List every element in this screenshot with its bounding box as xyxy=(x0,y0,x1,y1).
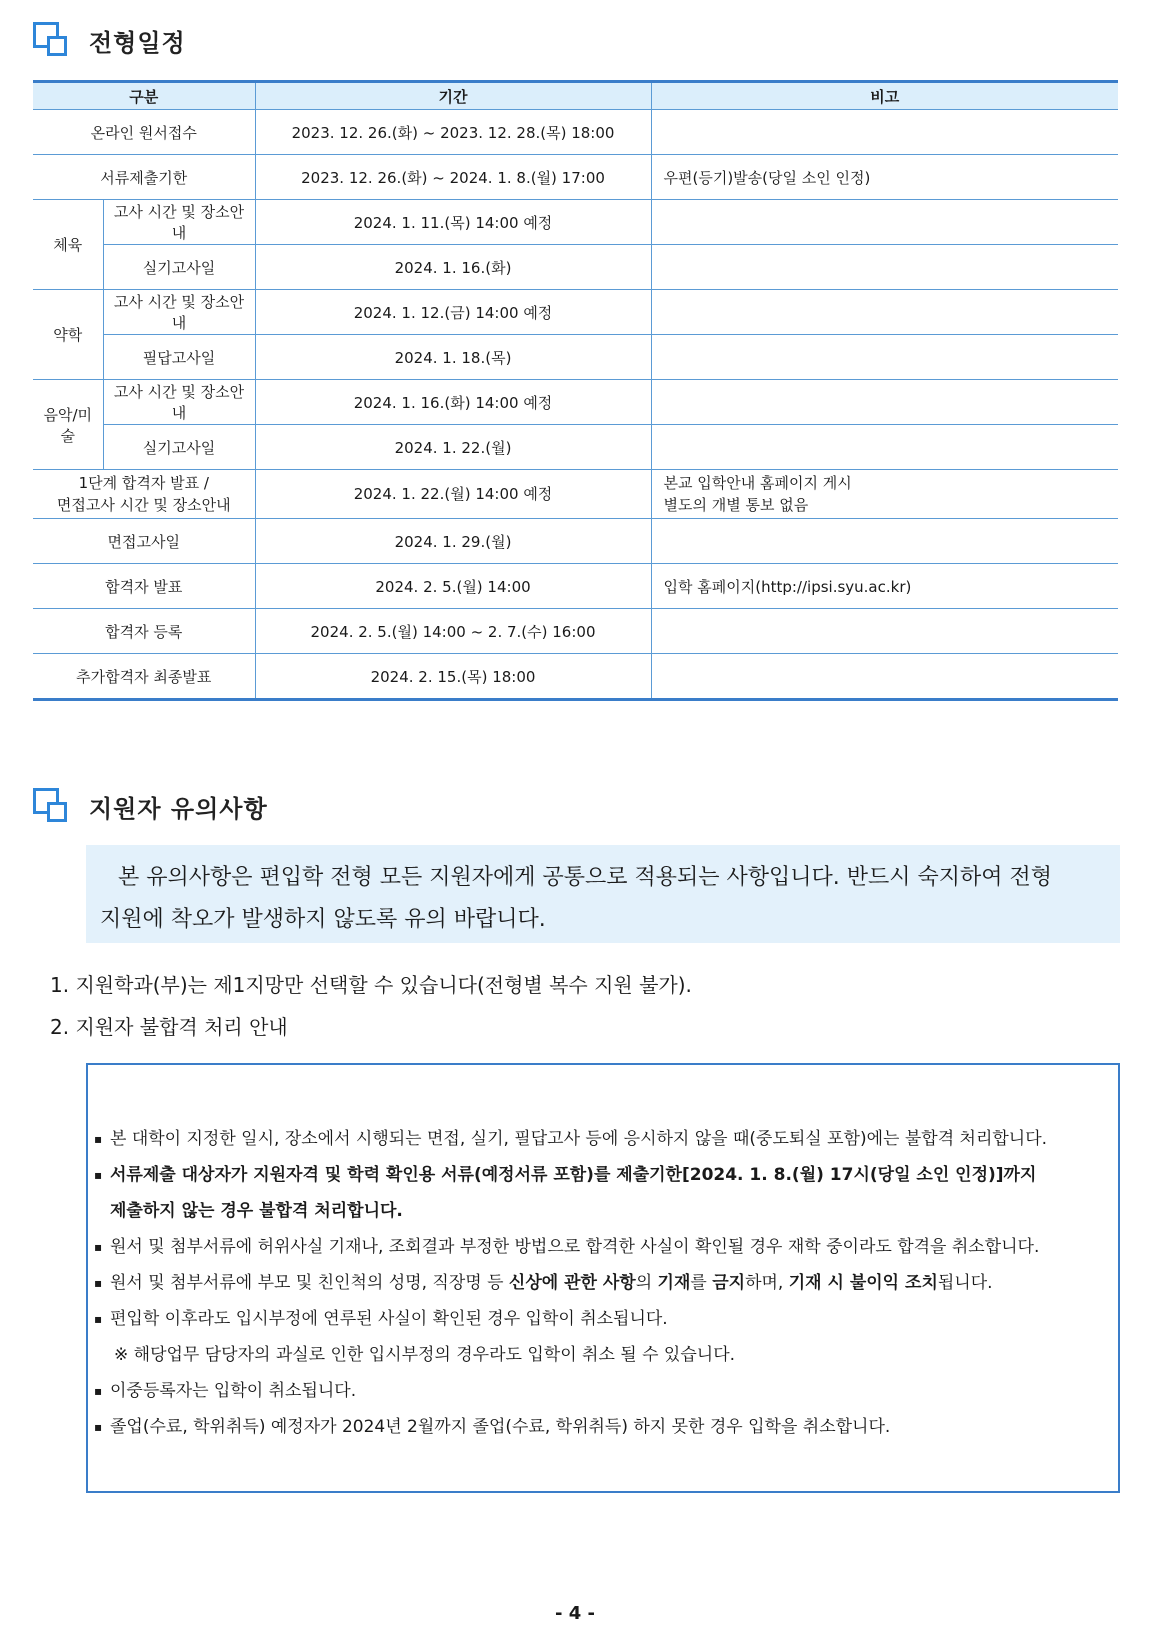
bullet-icon: ▪ xyxy=(94,1168,103,1182)
bullet-item xyxy=(94,1157,1104,1193)
bullet-item xyxy=(94,1373,1104,1409)
page-number: - 4 - xyxy=(555,1603,595,1624)
table-row xyxy=(33,335,1118,380)
row-group: 체육 xyxy=(33,200,103,290)
section-square-icon xyxy=(33,788,73,824)
row-period: 2024. 1. 11.(목) 14:00 예정 xyxy=(255,200,651,245)
section-square-icon xyxy=(33,22,73,58)
table-header-row xyxy=(33,82,1118,110)
list-item: 2. 지원자 불합격 처리 안내 xyxy=(50,1015,288,1039)
row-note xyxy=(651,654,1118,700)
bullet-icon: ▪ xyxy=(94,1276,103,1290)
section-title: 전형일정 xyxy=(89,28,186,57)
row-label: 서류제출기한 xyxy=(33,155,255,200)
row-period: 2024. 1. 16.(화) 14:00 예정 xyxy=(255,380,651,425)
row-period: 2024. 1. 29.(월) xyxy=(255,519,651,564)
section-title: 지원자 유의사항 xyxy=(89,794,268,823)
row-label: 온라인 원서접수 xyxy=(33,110,255,155)
bullet-icon: ▪ xyxy=(94,1240,103,1254)
table-row xyxy=(33,564,1118,609)
notice-box xyxy=(86,845,1120,943)
row-label-line: 면접고사 시간 및 장소안내 xyxy=(56,496,231,514)
row-label xyxy=(33,470,255,519)
row-period: 2023. 12. 26.(화) ~ 2024. 1. 8.(월) 17:00 xyxy=(255,155,651,200)
row-sublabel: 고사 시간 및 장소안내 xyxy=(103,200,255,245)
row-note xyxy=(651,290,1118,335)
table-row xyxy=(33,470,1118,519)
bullet-item xyxy=(94,1121,1104,1157)
row-period: 2024. 1. 16.(화) xyxy=(255,245,651,290)
row-period: 2024. 2. 5.(월) 14:00 xyxy=(255,564,651,609)
text-run: 를 xyxy=(690,1273,713,1293)
text-run: 됩니다. xyxy=(937,1273,993,1293)
row-note: 입학 홈페이지(http://ipsi.syu.ac.kr) xyxy=(651,564,1118,609)
bullet-text: 이중등록자는 입학이 취소됩니다. xyxy=(110,1381,357,1401)
reference-note: ※ 해당업무 담당자의 과실로 인한 입시부정의 경우라도 입학이 취소 될 수 있습니다. xyxy=(114,1345,736,1365)
list-item: 1. 지원학과(부)는 제1지망만 선택할 수 있습니다(전형별 복수 지원 불가). xyxy=(50,973,692,997)
bullet-text xyxy=(110,1265,993,1301)
bullet-text: 편입학 이후라도 입시부정에 연루된 사실이 확인된 경우 입학이 취소됩니다. xyxy=(110,1309,668,1329)
bullet-item xyxy=(94,1229,1104,1265)
bullet-icon: ▪ xyxy=(94,1420,103,1434)
row-sublabel: 실기고사일 xyxy=(103,425,255,470)
row-note xyxy=(651,470,1118,519)
row-note xyxy=(651,245,1118,290)
row-note xyxy=(651,200,1118,245)
bullet-item xyxy=(94,1265,1104,1301)
row-sublabel: 고사 시간 및 장소안내 xyxy=(103,290,255,335)
header-note: 비고 xyxy=(651,82,1118,110)
row-period: 2024. 2. 15.(목) 18:00 xyxy=(255,654,651,700)
table-row xyxy=(33,380,1118,425)
row-label: 합격자 등록 xyxy=(33,609,255,654)
row-note xyxy=(651,380,1118,425)
text-run: 하며, xyxy=(745,1273,789,1293)
row-sublabel: 필답고사일 xyxy=(103,335,255,380)
text-run-bold: 신상에 관한 사항 xyxy=(508,1273,636,1293)
bullet-text: 본 대학이 지정한 일시, 장소에서 시행되는 면접, 실기, 필답고사 등에 응시하지 않을 때(중도퇴실 포함)에는 불합격 처리합니다. xyxy=(110,1129,1048,1149)
row-group: 음악/미술 xyxy=(33,380,103,470)
bullet-item xyxy=(94,1409,1104,1445)
row-label: 합격자 발표 xyxy=(33,564,255,609)
bullet-item xyxy=(94,1301,1104,1337)
notice-line: 지원에 착오가 발생하지 않도록 유의 바랍니다. xyxy=(100,907,546,932)
header-category: 구분 xyxy=(33,82,255,110)
bullet-text: 졸업(수료, 학위취득) 예정자가 2024년 2월까지 졸업(수료, 학위취득) 하지 못한 경우 입학을 취소합니다. xyxy=(110,1417,891,1437)
row-note xyxy=(651,335,1118,380)
row-note xyxy=(651,519,1118,564)
table-row xyxy=(33,245,1118,290)
row-period: 2024. 1. 22.(월) 14:00 예정 xyxy=(255,470,651,519)
row-label: 추가합격자 최종발표 xyxy=(33,654,255,700)
bullet-text: 원서 및 첨부서류에 허위사실 기재나, 조회결과 부정한 방법으로 합격한 사실이 확인될 경우 재학 중이라도 합격을 취소합니다. xyxy=(110,1237,1040,1257)
table-row xyxy=(33,425,1118,470)
row-group: 약학 xyxy=(33,290,103,380)
text-run: 의 xyxy=(635,1273,658,1293)
row-note-line: 본교 입학안내 홈페이지 게시 xyxy=(663,474,852,492)
table-row xyxy=(33,200,1118,245)
text-run: 원서 및 첨부서류에 부모 및 친인척의 성명, 직장명 등 xyxy=(110,1273,509,1293)
row-label: 면접고사일 xyxy=(33,519,255,564)
table-row xyxy=(33,609,1118,654)
text-run-bold: 기재 xyxy=(657,1273,691,1293)
row-label-line: 1단계 합격자 발표 / xyxy=(78,474,209,492)
table-row xyxy=(33,654,1118,700)
row-period: 2024. 1. 18.(목) xyxy=(255,335,651,380)
bullet-text: 서류제출 대상자가 지원자격 및 학력 확인용 서류(예정서류 포함)를 제출기한[2024. 1. 8.(월) 17시(당일 소인 인정)]까지 xyxy=(110,1165,1037,1185)
row-sublabel: 고사 시간 및 장소안내 xyxy=(103,380,255,425)
table-row xyxy=(33,290,1118,335)
schedule-table xyxy=(33,80,1118,701)
rejection-info-box xyxy=(86,1063,1120,1493)
section-heading-notes xyxy=(33,788,268,824)
notice-line: 본 유의사항은 편입학 전형 모든 지원자에게 공통으로 적용되는 사항입니다. 반드시 숙지하여 전형 xyxy=(118,865,1053,890)
bullet-icon: ▪ xyxy=(94,1312,103,1326)
row-sublabel: 실기고사일 xyxy=(103,245,255,290)
table-row xyxy=(33,110,1118,155)
text-run-bold: 금지 xyxy=(712,1273,746,1293)
bullet-continuation: 제출하지 않는 경우 불합격 처리합니다. xyxy=(110,1201,403,1221)
row-period: 2024. 1. 22.(월) xyxy=(255,425,651,470)
row-period: 2024. 1. 12.(금) 14:00 예정 xyxy=(255,290,651,335)
table-row xyxy=(33,155,1118,200)
row-note-line: 별도의 개별 통보 없음 xyxy=(663,496,809,514)
row-note xyxy=(651,110,1118,155)
row-note xyxy=(651,425,1118,470)
header-period: 기간 xyxy=(255,82,651,110)
row-period: 2024. 2. 5.(월) 14:00 ~ 2. 7.(수) 16:00 xyxy=(255,609,651,654)
row-note: 우편(등기)발송(당일 소인 인정) xyxy=(651,155,1118,200)
bullet-icon: ▪ xyxy=(94,1384,103,1398)
row-note xyxy=(651,609,1118,654)
table-row xyxy=(33,519,1118,564)
section-heading-schedule xyxy=(33,22,186,58)
bullet-icon: ▪ xyxy=(94,1132,103,1146)
text-run-bold: 기재 시 불이익 조치 xyxy=(788,1273,938,1293)
row-period: 2023. 12. 26.(화) ~ 2023. 12. 28.(목) 18:00 xyxy=(255,110,651,155)
